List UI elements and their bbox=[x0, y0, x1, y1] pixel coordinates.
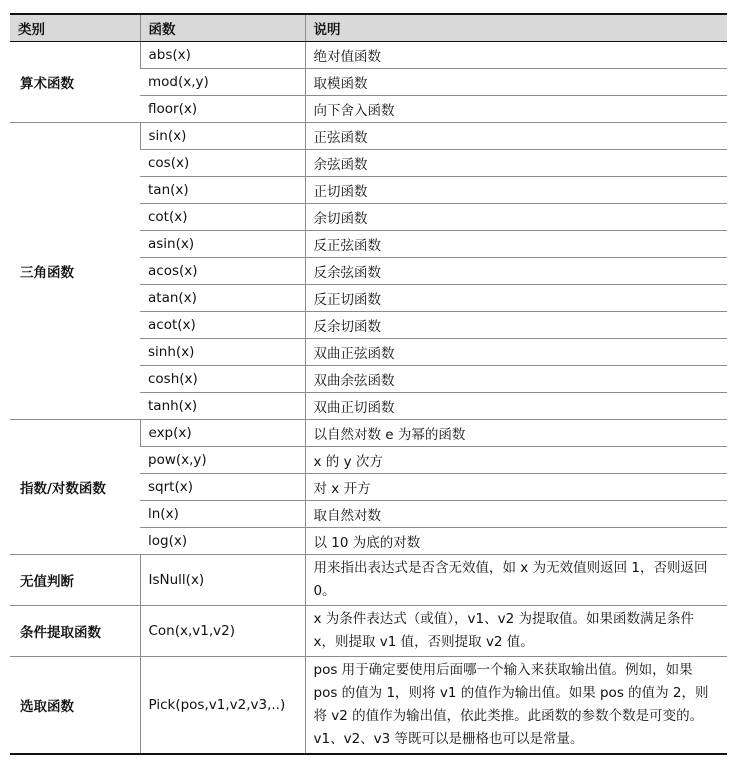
description-cell: 双曲正切函数 bbox=[305, 393, 727, 420]
category-cell: 选取函数 bbox=[10, 657, 140, 755]
description-cell: 正弦函数 bbox=[305, 123, 727, 150]
description-cell: 反正切函数 bbox=[305, 285, 727, 312]
description-cell: 以 10 为底的对数 bbox=[305, 528, 727, 555]
table-row bbox=[10, 657, 727, 755]
category-cell: 算术函数 bbox=[10, 42, 140, 123]
description-cell: 反正弦函数 bbox=[305, 231, 727, 258]
function-cell: IsNull(x) bbox=[140, 555, 305, 606]
function-cell: tanh(x) bbox=[140, 393, 305, 420]
function-cell: floor(x) bbox=[140, 96, 305, 123]
function-cell: Pick(pos,v1,v2,v3,..) bbox=[140, 657, 305, 755]
description-cell: 向下舍入函数 bbox=[305, 96, 727, 123]
function-cell: exp(x) bbox=[140, 420, 305, 447]
table-row bbox=[10, 420, 727, 447]
function-cell: ln(x) bbox=[140, 501, 305, 528]
description-cell: x 为条件表达式（或值），v1、v2 为提取值。如果函数满足条件 x，则提取 v1 值，否则提取 v2 值。 bbox=[305, 606, 727, 657]
description-cell: 余弦函数 bbox=[305, 150, 727, 177]
function-table bbox=[10, 13, 727, 755]
description-cell: 正切函数 bbox=[305, 177, 727, 204]
function-cell: atan(x) bbox=[140, 285, 305, 312]
function-cell: sin(x) bbox=[140, 123, 305, 150]
function-cell: pow(x,y) bbox=[140, 447, 305, 474]
description-cell: 反余弦函数 bbox=[305, 258, 727, 285]
function-cell: asin(x) bbox=[140, 231, 305, 258]
function-cell: log(x) bbox=[140, 528, 305, 555]
function-cell: acos(x) bbox=[140, 258, 305, 285]
description-cell: 以自然对数 e 为幂的函数 bbox=[305, 420, 727, 447]
description-cell: 双曲正弦函数 bbox=[305, 339, 727, 366]
function-cell: Con(x,v1,v2) bbox=[140, 606, 305, 657]
function-cell: acot(x) bbox=[140, 312, 305, 339]
description-cell: 余切函数 bbox=[305, 204, 727, 231]
category-cell: 无值判断 bbox=[10, 555, 140, 606]
header-function: 函数 bbox=[140, 14, 305, 42]
table-row bbox=[10, 606, 727, 657]
table-header bbox=[10, 14, 727, 42]
description-cell: 对 x 开方 bbox=[305, 474, 727, 501]
description-cell: 反余切函数 bbox=[305, 312, 727, 339]
header-description: 说明 bbox=[305, 14, 727, 42]
table-body bbox=[10, 42, 727, 755]
description-cell: 绝对值函数 bbox=[305, 42, 727, 69]
header-row bbox=[10, 14, 727, 42]
table-row bbox=[10, 123, 727, 150]
function-cell: cos(x) bbox=[140, 150, 305, 177]
function-cell: tan(x) bbox=[140, 177, 305, 204]
category-cell: 条件提取函数 bbox=[10, 606, 140, 657]
category-cell: 三角函数 bbox=[10, 123, 140, 420]
function-cell: sinh(x) bbox=[140, 339, 305, 366]
function-cell: sqrt(x) bbox=[140, 474, 305, 501]
description-cell: pos 用于确定要使用后面哪一个输入来获取输出值。例如，如果 pos 的值为 1，则将 v1 的值作为输出值。如果 pos 的值为 2，则将 v2 的值作为输出值，依此类推。此函数的参数个数是可变的。v1、v2、v3 等既可以是栅格也可以是常量。 bbox=[305, 657, 727, 755]
header-category: 类别 bbox=[10, 14, 140, 42]
function-cell: abs(x) bbox=[140, 42, 305, 69]
description-cell: 取自然对数 bbox=[305, 501, 727, 528]
function-reference-page bbox=[10, 13, 727, 755]
description-cell: 双曲余弦函数 bbox=[305, 366, 727, 393]
function-cell: cot(x) bbox=[140, 204, 305, 231]
function-cell: cosh(x) bbox=[140, 366, 305, 393]
function-cell: mod(x,y) bbox=[140, 69, 305, 96]
category-cell: 指数/对数函数 bbox=[10, 420, 140, 555]
description-cell: x 的 y 次方 bbox=[305, 447, 727, 474]
table-row bbox=[10, 42, 727, 69]
table-row bbox=[10, 555, 727, 606]
description-cell: 用来指出表达式是否含无效值，如 x 为无效值则返回 1，否则返回 0。 bbox=[305, 555, 727, 606]
description-cell: 取模函数 bbox=[305, 69, 727, 96]
